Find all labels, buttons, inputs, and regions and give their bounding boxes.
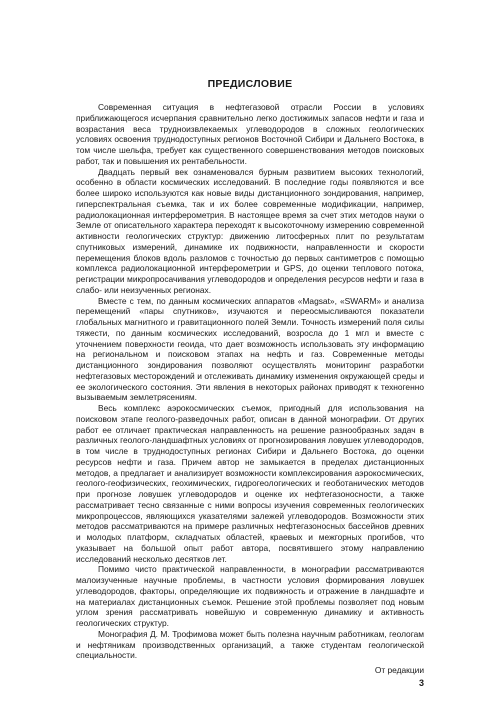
paragraph-2: Двадцать первый век ознаменовался бурным развитием высоких технологий, особенно в области космических исследований. В последние годы появляются и все более широко используются как новые виды дистанционного зондирования, например, гиперспектральная съемка, так и их более современные модификации, например, радиолокационная интерферометрия. В настоящее время за счет этих методов науки о Земле от описательного характера переходят к высокоточному измерению современной активности геологических структур: движению литосферных плит по результатам спутниковых измерений, динамике их подвижности, направленности и скорости перемещения блоков вдоль разломов с точностью до первых сантиметров с помощью комплекса радиолокационной интерферометрии и GPS, до оценки теплового потока, регистрации микропросачивания углеводородов и определения ресурсов нефти и газа в слабо- или неизученных регионах. [76, 166, 424, 295]
paragraph-5: Помимо чисто практической направленности, в монографии рассматриваются малоизученные научные проблемы, в частности условия формирования ловушек углеводородов, факторы, определяющие их подвижность и отражение в ландшафте и на материалах дистанционных съемок. Решение этой проблемы позволяет под новым углом зрения рассматривать новейшую и современную динамику и активность геологических структур. [76, 564, 424, 628]
editorial-signature: От редакции [374, 665, 424, 675]
paragraph-6: Монография Д. М. Трофимова может быть полезна научным работникам, геологам и нефтяникам производственных организаций, а также студентам геологической специальности. [76, 628, 424, 661]
paragraph-4: Весь комплекс аэрокосмических съемок, пригодный для использования на поисковом этапе геолого-разведочных работ, описан в данной монографии. От других работ ее отличает практическая направленность на решение разнообразных задач в различных геолого-ландшафтных условиях от прогнозирования ловушек углеводородов, в том числе в труднодоступных регионах Сибири и Дальнего Востока, до оценки ресурсов нефти и газа. Причем автор не замыкается в пределах дистанционных методов, а предлагает и анализирует возможности комплексирования аэрокосмических, геолого-геофизических, геохимических, гидрогеологических и геоботанических методов при прогнозе ловушек углеводородов и оценке их нефтегазоносности, а также рассматривает тесно связанные с ними вопросы изучения современных геологических микропроцессов, являющихся указателями залежей углеводородов. Возможности этих методов рассматриваются на примере различных нефтегазоносных бассейнов древних и молодых платформ, складчатых областей, краевых и межгорных прогибов, что указывает на большой опыт работ автора, посвятившего этому направлению исследований несколько десятков лет. [76, 403, 424, 564]
page-number: 3 [418, 678, 424, 688]
page-title: ПРЕДИСЛОВИЕ [207, 78, 293, 90]
paragraph-3: Вместе с тем, по данным космических аппаратов «Magsat», «SWARM» и анализа перемещений «пары спутников», изучаются и переосмысливаются показатели глобальных магнитного и гравитационного полей Земли. Точность измерений поля силы тяжести, по данным космических исследований, возросла до 1 мгл и вместе с уточнением поверхности геоида, что дает возможность использовать эту информацию на региональном и поисковом этапах на нефть и газ. Современные методы дистанционного зондирования позволяют осуществлять мониторинг разработки нефтегазовых месторождений и отслеживать динамику изменения окружающей среды и ее экологического состояния. Эти явления в некоторых районах приводят к техногенно вызываемым землетрясениям. [76, 295, 424, 403]
paragraph-1: Современная ситуация в нефтегазовой отрасли России в условиях приближающегося исчерпания сравнительно легко достижимых запасов нефти и газа и возрастания веса трудноизвлекаемых углеводородов в сложных геологических условиях освоения труднодоступных регионов Восточной Сибири и Дальнего Востока, в том числе шельфа, требует как существенного совершенствования методов поисковых работ, так и повышения их рентабельности. [76, 102, 424, 166]
